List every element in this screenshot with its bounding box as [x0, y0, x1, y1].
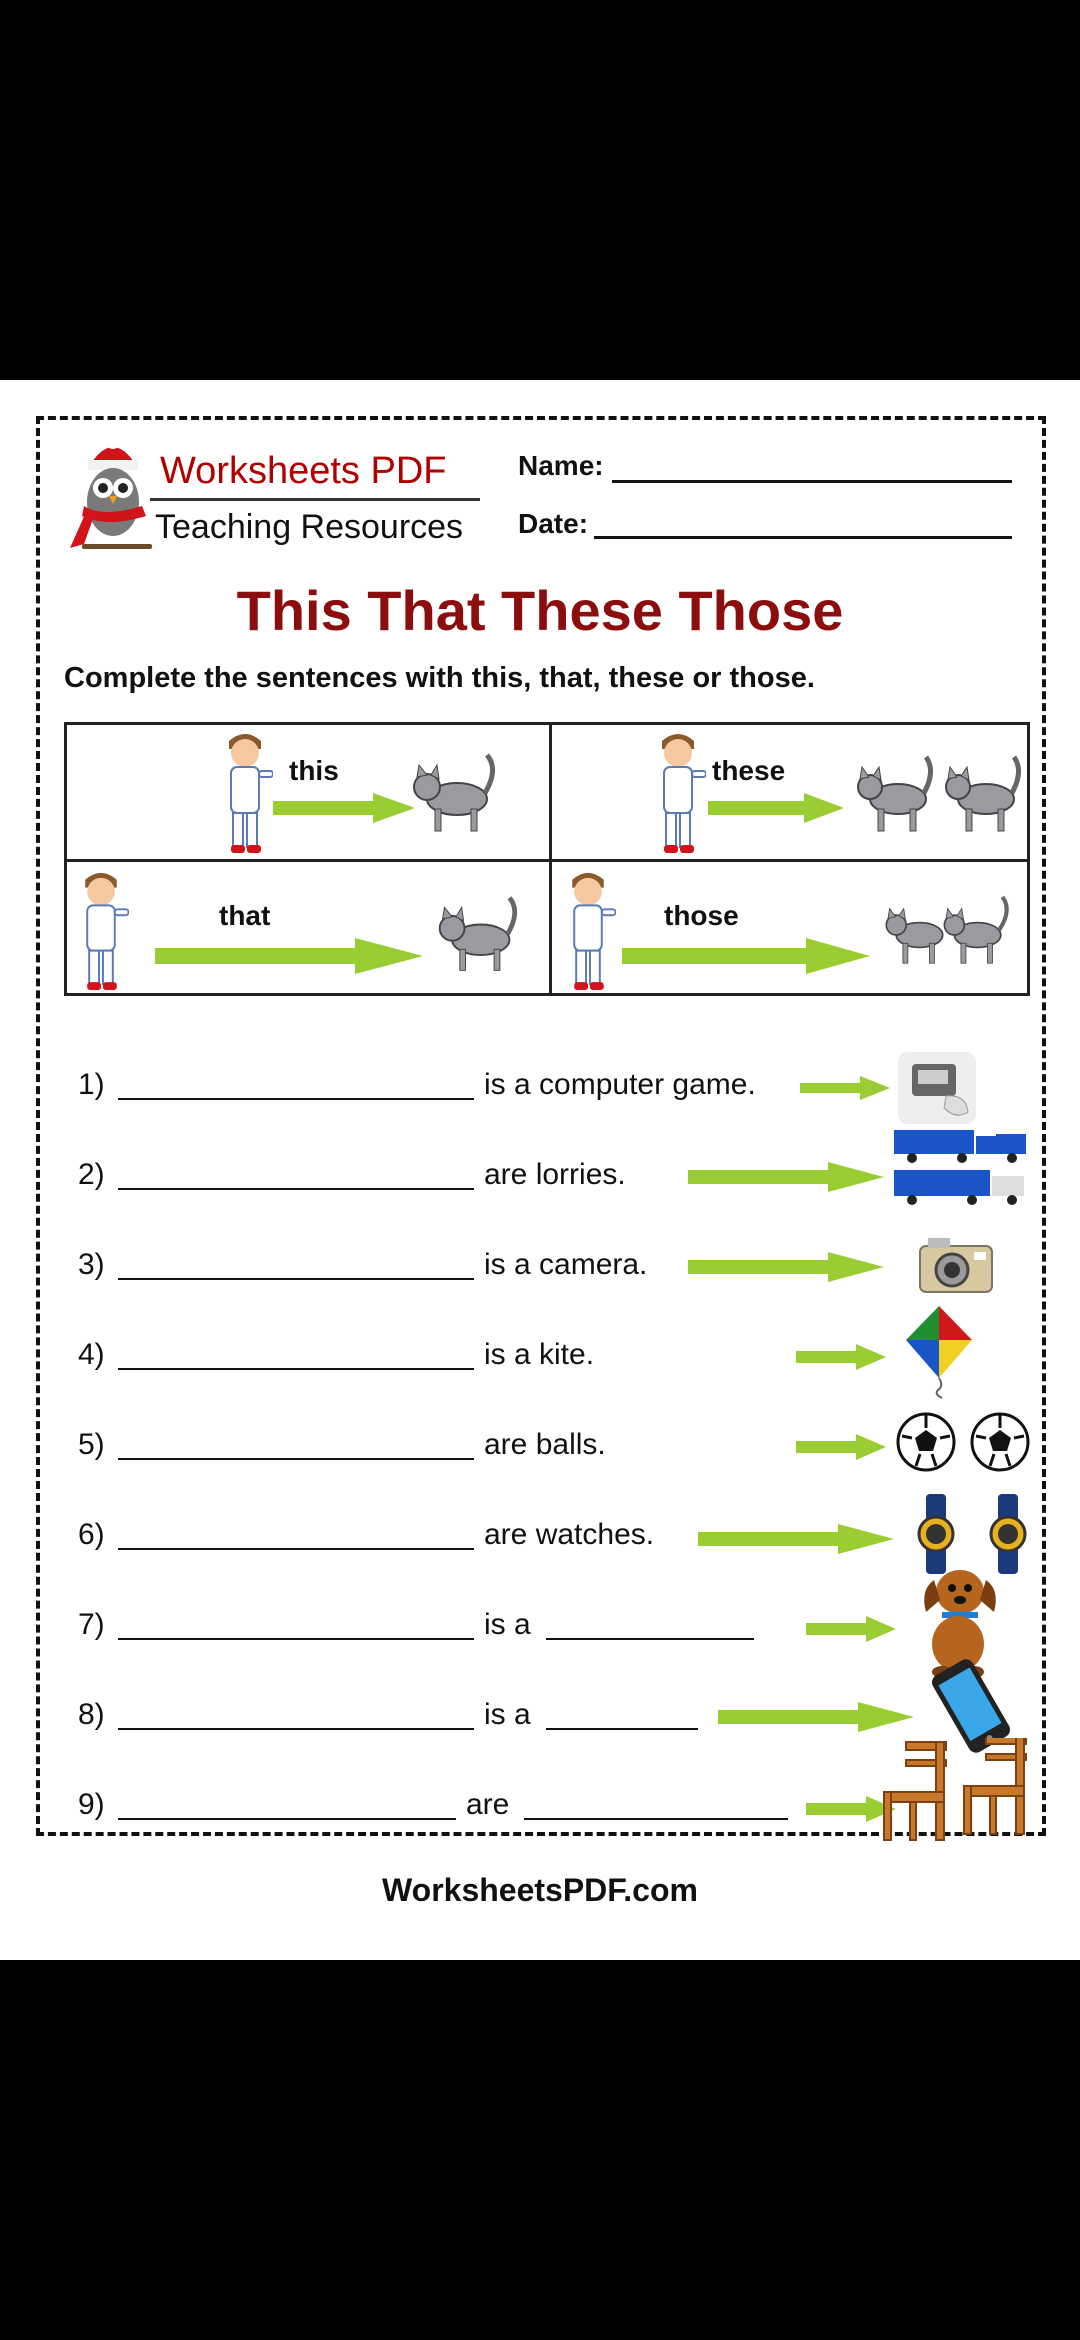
- answer-blank-7a[interactable]: [118, 1638, 474, 1640]
- question-row-4: [0, 1318, 1080, 1388]
- answer-blank-9b[interactable]: [524, 1818, 788, 1820]
- question-row-5: [0, 1408, 1080, 1478]
- name-label: Name:: [518, 450, 604, 481]
- name-field[interactable]: [612, 480, 1012, 483]
- arrow-icon: [796, 1434, 886, 1460]
- cat-icon: [407, 749, 497, 839]
- question-text: is a kite.: [484, 1338, 595, 1371]
- demo-grid: [64, 722, 1030, 996]
- answer-blank-7b[interactable]: [546, 1638, 754, 1640]
- demo-cell-that: [67, 862, 549, 996]
- demo-word-this: this: [289, 755, 339, 786]
- demo-cell-these: [552, 725, 1030, 859]
- boy-icon: [73, 866, 129, 992]
- cat-icon: [433, 890, 519, 980]
- question-number: 4): [78, 1338, 105, 1371]
- question-number: 9): [78, 1788, 105, 1821]
- question-row-9: [0, 1768, 1080, 1838]
- balls-icon: [894, 1410, 1034, 1474]
- date-label: Date:: [518, 508, 589, 539]
- question-text: are lorries.: [484, 1158, 626, 1191]
- arrow-icon: [688, 1162, 884, 1192]
- answer-blank-3[interactable]: [118, 1278, 474, 1280]
- brand-subtitle: Teaching Resources: [155, 508, 464, 546]
- lorries-icon: [892, 1126, 1032, 1210]
- demo-word-that: that: [219, 900, 271, 931]
- arrow-icon: [800, 1076, 890, 1100]
- demo-cell-those: [552, 862, 1030, 996]
- arrow-icon: [708, 793, 844, 823]
- question-row-6: [0, 1498, 1080, 1568]
- answer-blank-8a[interactable]: [118, 1728, 474, 1730]
- date-field[interactable]: [594, 536, 1012, 539]
- question-text: are watches.: [484, 1518, 655, 1551]
- question-row-7: [0, 1588, 1080, 1658]
- answer-blank-8b[interactable]: [546, 1728, 698, 1730]
- arrow-icon: [796, 1344, 886, 1370]
- question-number: 5): [78, 1428, 105, 1461]
- answer-blank-9a[interactable]: [118, 1818, 456, 1820]
- answer-blank-4[interactable]: [118, 1368, 474, 1370]
- gamepad-icon: [896, 1050, 978, 1126]
- page-title: This That These Those: [236, 579, 844, 642]
- arrow-icon: [622, 938, 870, 974]
- question-number: 6): [78, 1518, 105, 1551]
- arrow-icon: [273, 793, 415, 823]
- question-text: is a: [484, 1608, 531, 1641]
- arrow-icon: [806, 1616, 896, 1642]
- arrow-icon: [155, 938, 423, 974]
- chairs-icon: [876, 1738, 1040, 1844]
- brand-title: Worksheets PDF: [160, 450, 447, 492]
- question-number: 1): [78, 1068, 105, 1101]
- answer-blank-6[interactable]: [118, 1548, 474, 1550]
- owl-mascot-icon: [62, 432, 164, 564]
- question-text: is a: [484, 1698, 531, 1731]
- question-text: are: [466, 1788, 510, 1821]
- boy-icon: [650, 727, 706, 855]
- boy-icon: [217, 727, 273, 855]
- question-row-2: [0, 1138, 1080, 1208]
- answer-blank-1[interactable]: [118, 1098, 474, 1100]
- answer-blank-5[interactable]: [118, 1458, 474, 1460]
- arrow-icon: [698, 1524, 894, 1554]
- demo-word-those: those: [664, 900, 739, 931]
- demo-word-these: these: [712, 755, 786, 786]
- cats-icon: [878, 882, 1024, 978]
- question-number: 7): [78, 1608, 105, 1641]
- boy-icon: [560, 866, 616, 992]
- brand-divider: [150, 498, 480, 501]
- question-row-1: [0, 1048, 1080, 1118]
- demo-cell-this: [67, 725, 549, 859]
- worksheet-page: [0, 380, 1080, 1960]
- cats-icon: [848, 749, 1024, 839]
- arrow-icon: [688, 1252, 884, 1282]
- question-text: are balls.: [484, 1428, 606, 1461]
- footer-site: WorksheetsPDF.com: [382, 1872, 698, 1908]
- kite-icon: [904, 1304, 974, 1400]
- arrow-icon: [718, 1702, 914, 1732]
- question-text: is a computer game.: [484, 1068, 756, 1101]
- question-row-3: [0, 1228, 1080, 1298]
- question-number: 3): [78, 1248, 105, 1281]
- question-text: is a camera.: [484, 1248, 648, 1281]
- instruction-text: Complete the sentences with this, that, these or those.: [64, 662, 815, 694]
- question-number: 8): [78, 1698, 105, 1731]
- question-number: 2): [78, 1158, 105, 1191]
- answer-blank-2[interactable]: [118, 1188, 474, 1190]
- camera-icon: [916, 1232, 996, 1298]
